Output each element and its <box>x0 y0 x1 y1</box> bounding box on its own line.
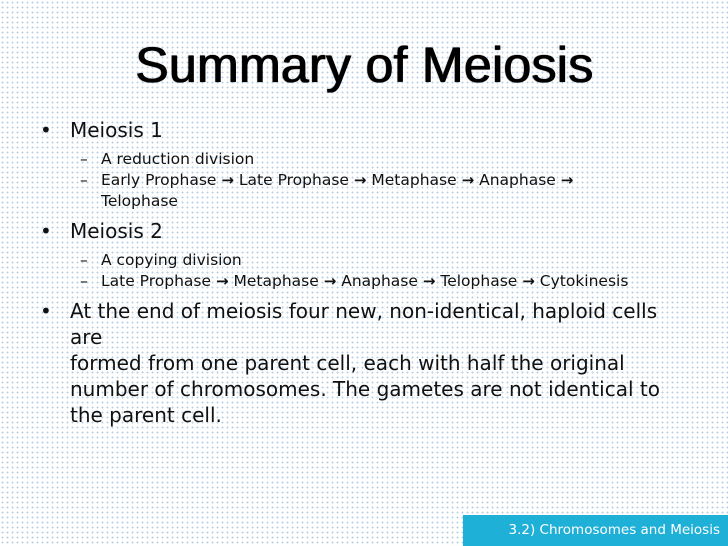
summary-line: formed from one parent cell, each with half the original <box>70 351 625 375</box>
arrow-icon: → <box>522 272 535 290</box>
bullet-icon: • <box>40 118 52 142</box>
phase-cytokinesis: Cytokinesis <box>539 272 629 290</box>
dash-icon: – <box>80 171 88 189</box>
sub-bullet-copying <box>0 250 688 271</box>
arrow-icon: → <box>461 171 475 189</box>
dash-icon: – <box>80 251 88 269</box>
arrow-icon: → <box>560 171 574 189</box>
slide-content <box>0 117 728 428</box>
phase-early-prophase: Early Prophase <box>101 171 217 189</box>
bullet-meiosis-2 <box>0 218 690 244</box>
summary-line: the parent cell. <box>70 403 222 427</box>
reduction-division-text: A reduction division <box>101 150 255 168</box>
arrow-icon: → <box>323 272 337 290</box>
bullet-meiosis-1 <box>0 117 690 143</box>
summary-line: number of chromosomes. The gametes are not identical to <box>70 377 660 401</box>
dash-icon: – <box>80 150 88 168</box>
copying-division-text: A copying division <box>101 251 242 269</box>
phase-telophase: Telophase <box>101 192 178 210</box>
phase-late-prophase: Late Prophase <box>101 272 212 290</box>
phase-anaphase: Anaphase <box>341 272 418 290</box>
bullet-icon: • <box>40 299 52 323</box>
arrow-icon: → <box>221 171 234 189</box>
slide-title: Summary of Meiosis <box>134 37 594 93</box>
dash-icon: – <box>80 272 88 290</box>
arrow-icon: → <box>215 272 229 290</box>
phase-late-prophase: Late Prophase <box>238 171 349 189</box>
sub-bullet-meiosis-2-phases <box>0 271 688 292</box>
summary-line: At the end of meiosis four new, non-identical, haploid cells are <box>70 299 658 349</box>
bullet-summary <box>0 298 690 428</box>
phase-anaphase: Anaphase <box>479 171 556 189</box>
bullet-icon: • <box>40 219 52 243</box>
meiosis-1-heading: Meiosis 1 <box>70 118 163 142</box>
arrow-icon: → <box>353 171 367 189</box>
sub-bullet-reduction <box>0 149 688 170</box>
arrow-icon: → <box>422 272 436 290</box>
phase-telophase: Telophase <box>440 272 518 290</box>
footer-section-label: 3.2) Chromosomes and Meiosis <box>463 515 728 546</box>
phase-metaphase: Metaphase <box>371 171 457 189</box>
sub-bullet-meiosis-1-phases <box>0 170 688 212</box>
meiosis-2-heading: Meiosis 2 <box>70 219 163 243</box>
phase-metaphase: Metaphase <box>233 272 319 290</box>
